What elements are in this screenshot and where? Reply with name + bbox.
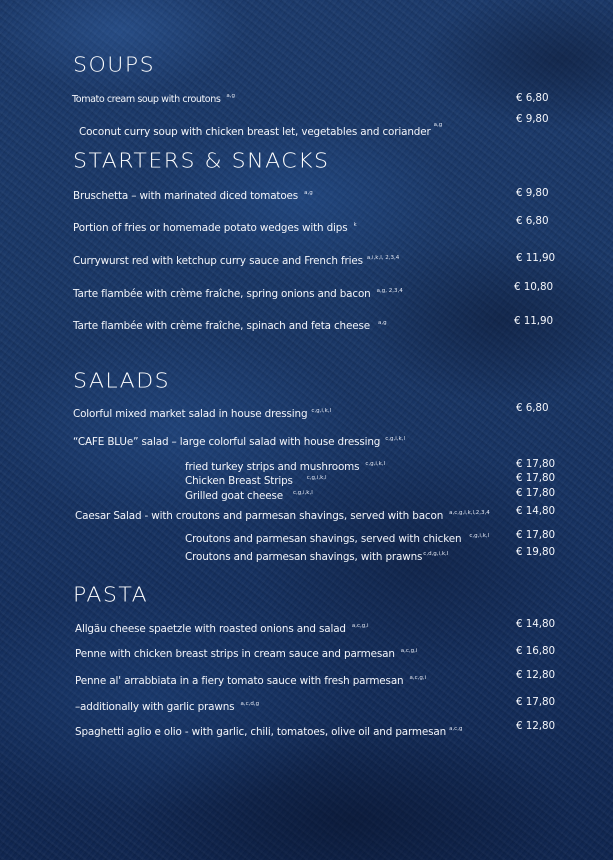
allergen-codes: a,g: [226, 93, 236, 99]
allergen-codes: c,d,g,i,k,l: [423, 551, 449, 557]
item-name: Coconut curry soup with chicken breast let, vegetables and coriander: [79, 126, 431, 138]
allergen-codes: a,g: [304, 190, 313, 196]
section-title-starters-snacks: STARTERS & SNACKS: [73, 150, 330, 174]
item-price: € 11,90: [516, 252, 555, 264]
item-name: Bruschetta – with marinated diced tomatoes: [73, 190, 299, 202]
section-title-salads: SALADS: [73, 370, 171, 394]
item-price: € 6,80: [516, 92, 549, 104]
item-price: € 10,80: [514, 281, 553, 293]
item-name: –additionally with garlic prawns: [75, 701, 235, 713]
allergen-codes: a,c,g,i: [409, 675, 427, 681]
allergen-codes: a,i,k,l, 2,3,4: [366, 255, 400, 261]
section-title-pasta: PASTA: [73, 584, 149, 608]
item-name: Penne with chicken breast strips in cream sauce and parmesan: [75, 648, 395, 660]
allergen-codes: c,g,i,k,l: [385, 436, 405, 442]
menu-item-grilled-goat-cheese: [185, 487, 313, 503]
item-name: fried turkey strips and mushrooms: [185, 461, 360, 473]
menu-item-bruschetta: [73, 187, 313, 203]
item-price: € 16,80: [516, 645, 555, 657]
item-name: Currywurst red with ketchup curry sauce and French fries: [73, 255, 363, 267]
menu-item-tarte-spinach-feta: [73, 317, 387, 333]
menu-item-spaghetti-aglio-olio: [75, 723, 462, 739]
item-name: Tarte flambée with crème fraîche, spring onions and bacon: [73, 288, 371, 300]
item-name: Grilled goat cheese: [185, 490, 284, 502]
menu-item-mixed-market-salad: [73, 405, 331, 421]
item-price: € 17,80: [516, 529, 555, 541]
item-price: € 17,80: [516, 487, 555, 499]
allergen-codes: a,g, 2,3,4: [376, 288, 403, 294]
item-name: Caesar Salad - with croutons and parmesan shavings, served with bacon: [75, 510, 444, 522]
allergen-codes: c,g,i,k,l: [469, 533, 490, 539]
allergen-codes: c,g,i,k,l: [365, 461, 386, 467]
allergen-codes: a,g: [377, 320, 387, 326]
item-price: € 6,80: [516, 215, 549, 227]
item-price: € 19,80: [516, 546, 555, 558]
menu-item-garlic-prawns-addon: [75, 698, 259, 714]
item-name: “CAFE BLUe” salad – large colorful salad with house dressing: [73, 436, 381, 448]
menu-item-fries-wedges: [73, 219, 357, 235]
allergen-codes: c,g,i,k,l: [311, 408, 332, 414]
menu-item-tomato-soup: [72, 90, 235, 106]
item-price: € 17,80: [516, 472, 555, 484]
item-price: € 9,80: [516, 113, 549, 125]
item-price: € 17,80: [516, 458, 555, 470]
item-name: Spaghetti aglio e olio - with garlic, chili, tomatoes, olive oil and parmesan: [75, 726, 447, 738]
menu-item-caesar-salad-bacon: [75, 507, 490, 523]
menu-item-penne-arrabbiata: [75, 672, 426, 688]
menu-item-allgaeu-spaetzle: [75, 620, 369, 636]
allergen-codes: a,c,g,i: [351, 623, 369, 629]
menu-item-tarte-bacon: [73, 285, 403, 301]
item-name: Colorful mixed market salad in house dressing: [73, 408, 308, 420]
item-name: Portion of fries or homemade potato wedges with dips: [73, 222, 348, 234]
item-price: € 17,80: [516, 696, 555, 708]
menu-item-coconut-curry-soup: [79, 119, 442, 139]
item-price: € 12,80: [516, 669, 555, 681]
section-title-soups: SOUPS: [73, 54, 156, 78]
item-name: Tarte flambée with crème fraîche, spinach and feta cheese: [73, 320, 370, 332]
allergen-codes: a,c,g,i: [400, 648, 418, 654]
menu-item-currywurst: [73, 252, 399, 268]
item-price: € 12,80: [516, 720, 555, 732]
item-name: Chicken Breast Strips: [185, 475, 293, 487]
item-name: Croutons and parmesan shavings, with prawns: [185, 551, 423, 563]
item-price: € 14,80: [516, 505, 555, 517]
allergen-codes: a,c,g,i,k,l,2,3,4: [449, 510, 490, 516]
item-price: € 6,80: [516, 402, 549, 414]
allergen-codes: a,c,d,g: [240, 701, 260, 707]
menu-item-penne-chicken: [75, 645, 417, 661]
item-price: € 14,80: [516, 618, 555, 630]
menu-item-caesar-prawns: [185, 548, 448, 564]
item-name: Croutons and parmesan shavings, served with chicken: [185, 533, 462, 545]
allergen-codes: c,g,i,k,l: [306, 475, 327, 481]
allergen-codes: c,g,i,k,l: [293, 490, 313, 496]
menu-item-chicken-breast-strips: [185, 472, 327, 488]
allergen-codes: a,g: [433, 122, 443, 128]
menu-item-caesar-chicken: [185, 530, 489, 546]
item-price: € 11,90: [514, 315, 553, 327]
item-name: Penne al' arrabbiata in a fiery tomato sauce with fresh parmesan: [75, 675, 404, 687]
item-name: Allgäu cheese spaetzle with roasted onions and salad: [75, 623, 346, 635]
allergen-codes: a,c,g: [449, 726, 463, 732]
item-name: Tomato cream soup with croutons: [72, 94, 221, 105]
menu-item-cafe-blue-salad: [73, 433, 405, 449]
allergen-codes: k: [353, 222, 357, 228]
item-price: € 9,80: [516, 187, 549, 199]
